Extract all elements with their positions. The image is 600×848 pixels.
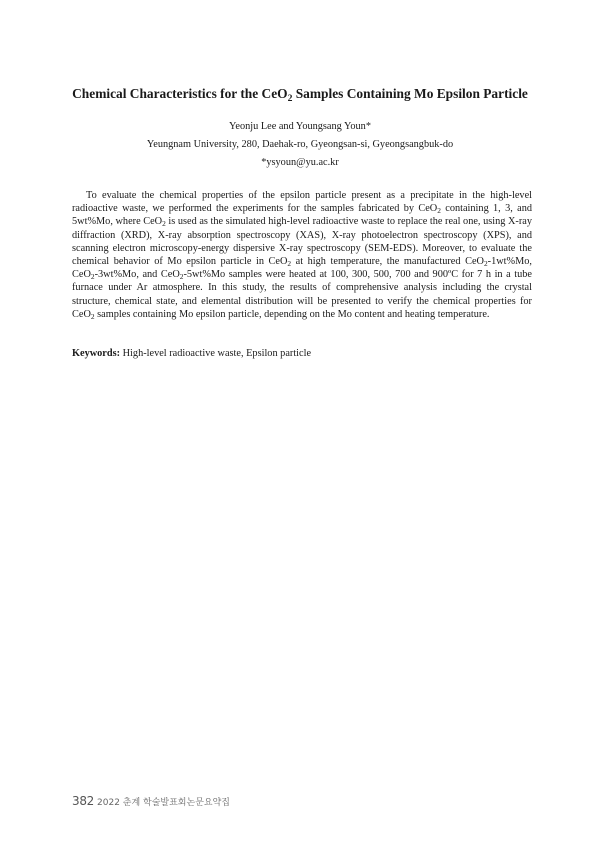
proceedings-title: 2022 춘계 학술발표회논문요약집 bbox=[97, 798, 230, 808]
abstract-text: To evaluate the chemical properties of the epsilon particle present as a precipitate in the high-level radioactive waste, we performed the experiments for the samples fabricated by CeO bbox=[72, 190, 532, 215]
title-prefix: Chemical Characteristics for the CeO bbox=[72, 86, 288, 101]
subscript: 2 bbox=[179, 272, 184, 282]
abstract-text: is used as the simulated high-level radioactive waste to replace the real one, using X-ray diffraction (XRD), X-ray absorption spectroscopy (XAS), X-ray photoelectron spectroscopy (XPS), and scanning electron microscopy-energy dispersive X-ray spectroscopy (SEM-EDS). Moreover, to evaluate the chemical behavior of Mo epsilon particle in CeO bbox=[72, 216, 533, 268]
abstract-text: containing 1, 3, and 5wt%Mo, where CeO bbox=[72, 203, 533, 228]
title-suffix: Samples Containing Mo Epsilon Particle bbox=[292, 86, 528, 101]
corresponding-email: *ysyoun@yu.ac.kr bbox=[261, 157, 339, 168]
subscript: 2 bbox=[90, 272, 95, 282]
keywords bbox=[72, 347, 542, 360]
keywords-text: High-level radioactive waste, Epsilon particle bbox=[120, 348, 312, 359]
abstract-text: -3wt%Mo, and CeO bbox=[94, 269, 180, 281]
authors: Yeonju Lee and Youngsang Youn* bbox=[229, 121, 371, 132]
subscript: 2 bbox=[483, 259, 488, 269]
paper-title bbox=[40, 86, 560, 102]
keywords-label: Keywords: bbox=[72, 348, 121, 359]
subscript: 2 bbox=[437, 206, 441, 216]
abstract-text: -1wt%Mo, CeO bbox=[72, 256, 533, 281]
page-number: 382 bbox=[72, 794, 95, 808]
subscript: 2 bbox=[287, 259, 292, 269]
subscript: 2 bbox=[90, 312, 95, 322]
title-subscript: 2 bbox=[287, 92, 293, 104]
abstract-paragraph bbox=[72, 189, 532, 321]
subscript: 2 bbox=[162, 219, 166, 229]
affiliation: Yeungnam University, 280, Daehak-ro, Gyeongsan-si, Gyeongsangbuk-do bbox=[146, 139, 454, 150]
abstract-text: at high temperature, the manufactured CeO bbox=[291, 256, 484, 268]
abstract-text: samples containing Mo epsilon particle, depending on the Mo content and heating temperature. bbox=[94, 308, 490, 320]
page-footer bbox=[72, 790, 230, 809]
abstract-text: -5wt%Mo samples were heated at 100, 300, 500, 700 and 900ºC for 7 h in a tube furnace under Ar atmosphere. In this study, the results of comprehensive analysis including the crystal structure, chemical state, and elemental distribution will be presented to verify the chemical properties for CeO bbox=[72, 269, 532, 320]
